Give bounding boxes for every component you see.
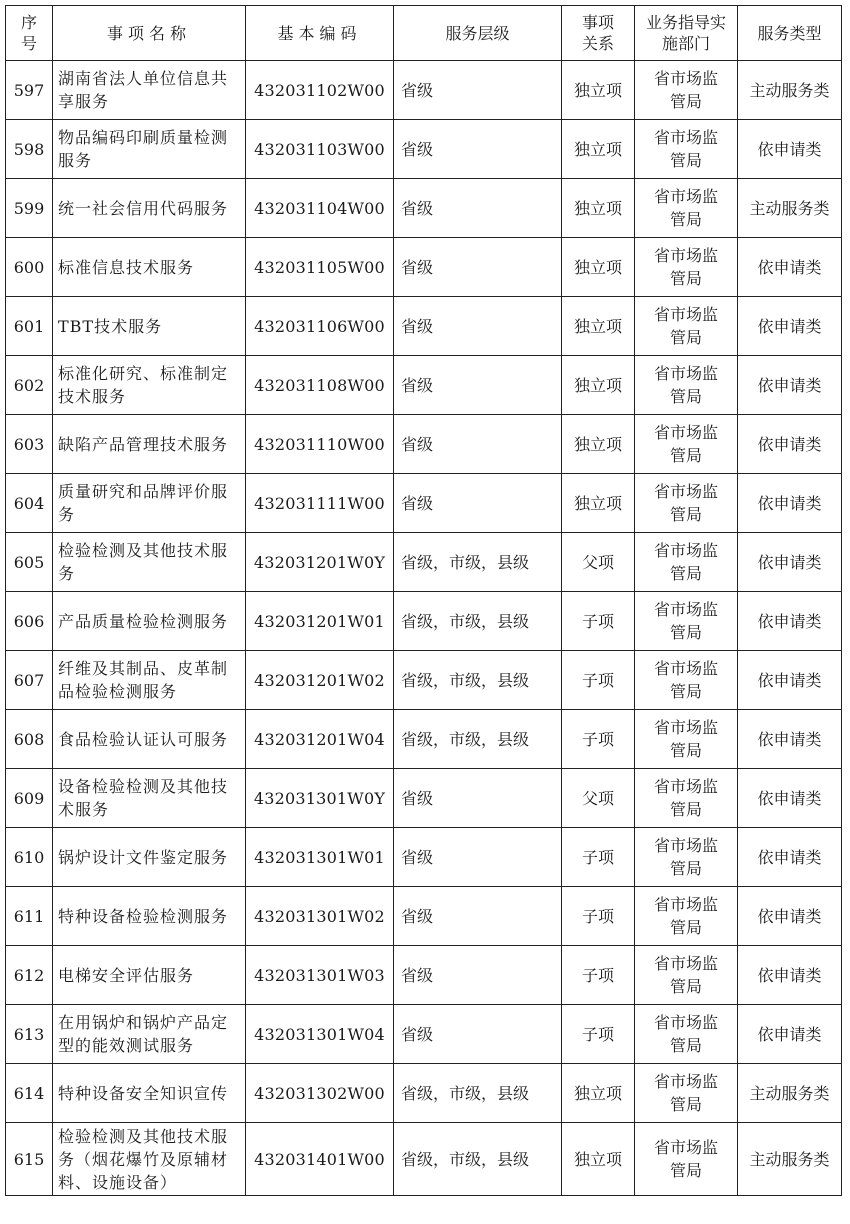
row-number: 600 bbox=[6, 238, 53, 297]
service-level: 省级，市级，县级 bbox=[394, 533, 562, 592]
item-name: TBT技术服务 bbox=[53, 297, 246, 356]
base-code: 432031301W04 bbox=[246, 1005, 394, 1064]
department: 省市场监管局 bbox=[635, 356, 738, 415]
service-type: 主动服务类 bbox=[738, 1064, 842, 1123]
service-type: 依申请类 bbox=[738, 297, 842, 356]
service-level: 省级 bbox=[394, 238, 562, 297]
table-row bbox=[6, 592, 842, 651]
service-type: 依申请类 bbox=[738, 415, 842, 474]
item-relation: 父项 bbox=[562, 769, 635, 828]
header-type: 服务类型 bbox=[738, 6, 842, 61]
service-level: 省级 bbox=[394, 946, 562, 1005]
service-type: 依申请类 bbox=[738, 769, 842, 828]
table-row bbox=[6, 651, 842, 710]
service-level: 省级 bbox=[394, 120, 562, 179]
item-name: 物品编码印刷质量检测服务 bbox=[53, 120, 246, 179]
service-type: 依申请类 bbox=[738, 533, 842, 592]
base-code: 432031301W0Y bbox=[246, 769, 394, 828]
base-code: 432031105W00 bbox=[246, 238, 394, 297]
department: 省市场监管局 bbox=[635, 1123, 738, 1196]
item-relation: 独立项 bbox=[562, 1123, 635, 1196]
row-number: 598 bbox=[6, 120, 53, 179]
item-relation: 独立项 bbox=[562, 120, 635, 179]
item-relation: 独立项 bbox=[562, 179, 635, 238]
department: 省市场监管局 bbox=[635, 297, 738, 356]
service-type: 依申请类 bbox=[738, 238, 842, 297]
item-name: 锅炉设计文件鉴定服务 bbox=[53, 828, 246, 887]
item-relation: 子项 bbox=[562, 651, 635, 710]
item-relation: 子项 bbox=[562, 828, 635, 887]
item-name: 食品检验认证认可服务 bbox=[53, 710, 246, 769]
item-name: 设备检验检测及其他技术服务 bbox=[53, 769, 246, 828]
base-code: 432031201W04 bbox=[246, 710, 394, 769]
table-row bbox=[6, 769, 842, 828]
item-relation: 父项 bbox=[562, 533, 635, 592]
base-code: 432031302W00 bbox=[246, 1064, 394, 1123]
department: 省市场监管局 bbox=[635, 1064, 738, 1123]
row-number: 599 bbox=[6, 179, 53, 238]
header-code: 基本编码 bbox=[246, 6, 394, 61]
row-number: 608 bbox=[6, 710, 53, 769]
item-name: 特种设备检验检测服务 bbox=[53, 887, 246, 946]
table-row bbox=[6, 474, 842, 533]
header-relation: 事项关系 bbox=[562, 6, 635, 61]
row-number: 607 bbox=[6, 651, 53, 710]
base-code: 432031201W0Y bbox=[246, 533, 394, 592]
item-relation: 子项 bbox=[562, 710, 635, 769]
base-code: 432031104W00 bbox=[246, 179, 394, 238]
department: 省市场监管局 bbox=[635, 651, 738, 710]
row-number: 606 bbox=[6, 592, 53, 651]
row-number: 610 bbox=[6, 828, 53, 887]
row-number: 603 bbox=[6, 415, 53, 474]
service-level: 省级，市级，县级 bbox=[394, 1123, 562, 1196]
service-level: 省级 bbox=[394, 474, 562, 533]
service-level: 省级，市级，县级 bbox=[394, 710, 562, 769]
base-code: 432031111W00 bbox=[246, 474, 394, 533]
service-level: 省级 bbox=[394, 179, 562, 238]
department: 省市场监管局 bbox=[635, 946, 738, 1005]
service-level: 省级，市级，县级 bbox=[394, 592, 562, 651]
department: 省市场监管局 bbox=[635, 592, 738, 651]
department: 省市场监管局 bbox=[635, 120, 738, 179]
service-type: 依申请类 bbox=[738, 710, 842, 769]
base-code: 432031102W00 bbox=[246, 61, 394, 120]
base-code: 432031103W00 bbox=[246, 120, 394, 179]
service-type: 依申请类 bbox=[738, 946, 842, 1005]
row-number: 615 bbox=[6, 1123, 53, 1196]
service-level: 省级 bbox=[394, 887, 562, 946]
department: 省市场监管局 bbox=[635, 1005, 738, 1064]
service-level: 省级 bbox=[394, 828, 562, 887]
item-name: 在用锅炉和锅炉产品定型的能效测试服务 bbox=[53, 1005, 246, 1064]
table-row bbox=[6, 61, 842, 120]
table-row bbox=[6, 1064, 842, 1123]
table-row bbox=[6, 238, 842, 297]
service-level: 省级 bbox=[394, 1005, 562, 1064]
base-code: 432031401W00 bbox=[246, 1123, 394, 1196]
row-number: 613 bbox=[6, 1005, 53, 1064]
row-number: 602 bbox=[6, 356, 53, 415]
service-level: 省级 bbox=[394, 356, 562, 415]
base-code: 432031201W01 bbox=[246, 592, 394, 651]
item-relation: 独立项 bbox=[562, 61, 635, 120]
service-type: 依申请类 bbox=[738, 651, 842, 710]
header-name: 事项名称 bbox=[53, 6, 246, 61]
service-level: 省级，市级，县级 bbox=[394, 651, 562, 710]
service-level: 省级 bbox=[394, 61, 562, 120]
table-row bbox=[6, 297, 842, 356]
department: 省市场监管局 bbox=[635, 769, 738, 828]
header-no: 序号 bbox=[6, 6, 53, 61]
table-row bbox=[6, 1005, 842, 1064]
table-row bbox=[6, 533, 842, 592]
item-relation: 子项 bbox=[562, 887, 635, 946]
item-relation: 独立项 bbox=[562, 297, 635, 356]
service-type: 依申请类 bbox=[738, 592, 842, 651]
table-row bbox=[6, 887, 842, 946]
table-row bbox=[6, 946, 842, 1005]
table-row bbox=[6, 120, 842, 179]
service-level: 省级，市级，县级 bbox=[394, 1064, 562, 1123]
item-name: 电梯安全评估服务 bbox=[53, 946, 246, 1005]
item-name: 湖南省法人单位信息共享服务 bbox=[53, 61, 246, 120]
row-number: 605 bbox=[6, 533, 53, 592]
item-name: 统一社会信用代码服务 bbox=[53, 179, 246, 238]
item-relation: 子项 bbox=[562, 592, 635, 651]
base-code: 432031301W03 bbox=[246, 946, 394, 1005]
item-name: 特种设备安全知识宣传 bbox=[53, 1064, 246, 1123]
department: 省市场监管局 bbox=[635, 61, 738, 120]
base-code: 432031201W02 bbox=[246, 651, 394, 710]
row-number: 597 bbox=[6, 61, 53, 120]
item-name: 标准信息技术服务 bbox=[53, 238, 246, 297]
department: 省市场监管局 bbox=[635, 887, 738, 946]
item-name: 标准化研究、标准制定技术服务 bbox=[53, 356, 246, 415]
service-level: 省级 bbox=[394, 769, 562, 828]
item-relation: 独立项 bbox=[562, 238, 635, 297]
service-type: 依申请类 bbox=[738, 828, 842, 887]
table-row bbox=[6, 710, 842, 769]
item-relation: 子项 bbox=[562, 946, 635, 1005]
department: 省市场监管局 bbox=[635, 828, 738, 887]
department: 省市场监管局 bbox=[635, 238, 738, 297]
department: 省市场监管局 bbox=[635, 474, 738, 533]
base-code: 432031106W00 bbox=[246, 297, 394, 356]
department: 省市场监管局 bbox=[635, 533, 738, 592]
item-relation: 子项 bbox=[562, 1005, 635, 1064]
table-row bbox=[6, 828, 842, 887]
services-table bbox=[5, 5, 842, 1196]
service-type: 主动服务类 bbox=[738, 179, 842, 238]
row-number: 614 bbox=[6, 1064, 53, 1123]
base-code: 432031301W01 bbox=[246, 828, 394, 887]
item-relation: 独立项 bbox=[562, 474, 635, 533]
header-row bbox=[6, 6, 842, 61]
item-relation: 独立项 bbox=[562, 415, 635, 474]
service-type: 主动服务类 bbox=[738, 61, 842, 120]
item-name: 检验检测及其他技术服务（烟花爆竹及原辅材料、设施设备） bbox=[53, 1123, 246, 1196]
item-relation: 独立项 bbox=[562, 356, 635, 415]
department: 省市场监管局 bbox=[635, 415, 738, 474]
service-type: 依申请类 bbox=[738, 120, 842, 179]
service-type: 依申请类 bbox=[738, 356, 842, 415]
row-number: 611 bbox=[6, 887, 53, 946]
item-name: 纤维及其制品、皮革制品检验检测服务 bbox=[53, 651, 246, 710]
row-number: 612 bbox=[6, 946, 53, 1005]
service-type: 依申请类 bbox=[738, 887, 842, 946]
table-row bbox=[6, 179, 842, 238]
table-row bbox=[6, 1123, 842, 1196]
item-name: 缺陷产品管理技术服务 bbox=[53, 415, 246, 474]
base-code: 432031301W02 bbox=[246, 887, 394, 946]
service-level: 省级 bbox=[394, 415, 562, 474]
row-number: 601 bbox=[6, 297, 53, 356]
header-level: 服务层级 bbox=[394, 6, 562, 61]
service-type: 主动服务类 bbox=[738, 1123, 842, 1196]
header-dept: 业务指导实施部门 bbox=[635, 6, 738, 61]
service-type: 依申请类 bbox=[738, 474, 842, 533]
item-name: 检验检测及其他技术服务 bbox=[53, 533, 246, 592]
item-name: 产品质量检验检测服务 bbox=[53, 592, 246, 651]
service-type: 依申请类 bbox=[738, 1005, 842, 1064]
row-number: 604 bbox=[6, 474, 53, 533]
table-row bbox=[6, 356, 842, 415]
department: 省市场监管局 bbox=[635, 179, 738, 238]
table-row bbox=[6, 415, 842, 474]
department: 省市场监管局 bbox=[635, 710, 738, 769]
service-level: 省级 bbox=[394, 297, 562, 356]
base-code: 432031110W00 bbox=[246, 415, 394, 474]
row-number: 609 bbox=[6, 769, 53, 828]
item-name: 质量研究和品牌评价服务 bbox=[53, 474, 246, 533]
item-relation: 独立项 bbox=[562, 1064, 635, 1123]
base-code: 432031108W00 bbox=[246, 356, 394, 415]
